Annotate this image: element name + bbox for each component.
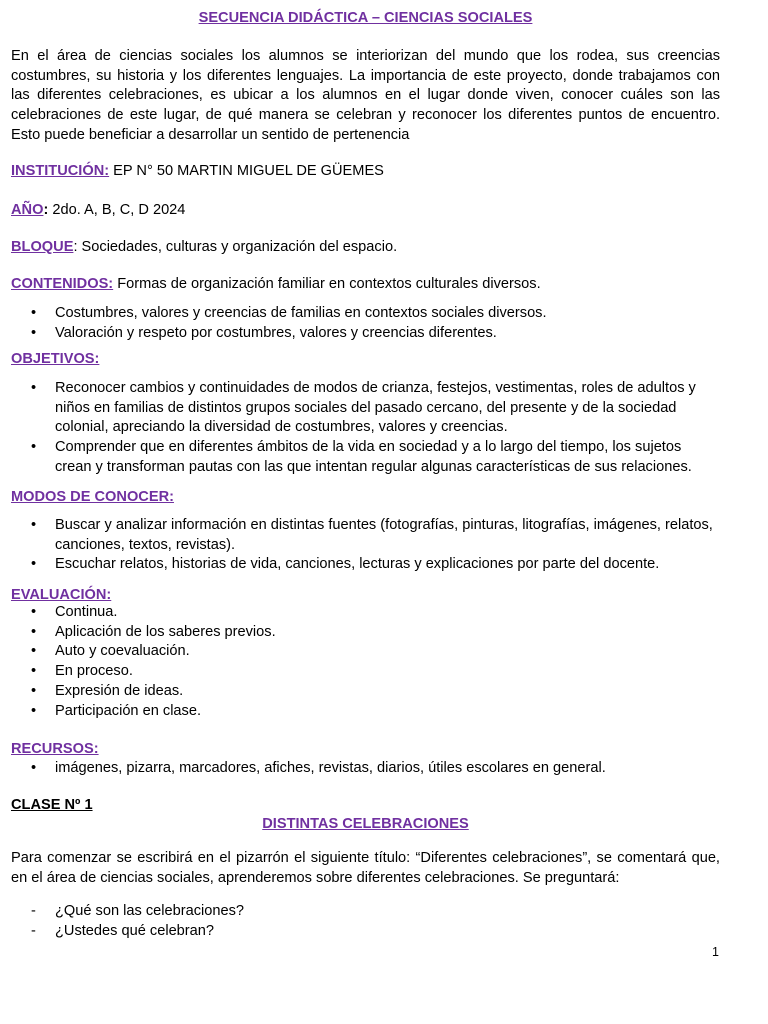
list-item: • Valoración y respeto por costumbres, valores y creencias diferentes. [11, 324, 720, 344]
bullet-icon: • [31, 682, 37, 699]
evaluacion-list [11, 603, 720, 721]
dash-icon: - [31, 903, 36, 919]
list-item: • Expresión de ideas. [11, 682, 720, 702]
bullet-icon: • [31, 623, 37, 640]
anio-value: 2do. A, B, C, D 2024 [48, 202, 186, 218]
bullet-icon: • [31, 324, 37, 341]
list-item: - ¿Ustedes qué celebran? [11, 922, 720, 942]
clase-heading: CLASE Nº 1 [11, 797, 93, 813]
bullet-icon: • [31, 305, 37, 321]
list-item: • Costumbres, valores y creencias de familias en contextos sociales diversos. [11, 304, 720, 324]
anio-colon: : [43, 202, 49, 218]
recursos-list [11, 759, 720, 779]
modos-label: MODOS DE CONOCER: [11, 489, 174, 505]
institucion-line [11, 162, 384, 181]
bullet-icon: • [31, 439, 37, 456]
dash-icon: - [31, 922, 36, 939]
institucion-value: EP N° 50 MARTIN MIGUEL DE GÜEMES [109, 163, 384, 179]
bullet-icon: • [31, 517, 37, 533]
intro-paragraph: En el área de ciencias sociales los alumnos se interiorizan del mundo que los rodea, sus creencias costumbres, su historia y los diferentes lenguajes. La importancia de este proyecto, donde trabajamos con las diferentes celebraciones, es ubicar a los alumnos en el lugar donde viven, conocer cuáles son las celebraciones de este lugar, de qué manera se celebran y reconocer los diferentes puntos de encuentro. Esto puede beneficiar a desarrollar un sentido de pertenencia [11, 48, 720, 143]
list-item: • Escuchar relatos, historias de vida, canciones, lecturas y explicaciones por parte del docente. [11, 555, 720, 575]
list-item: • imágenes, pizarra, marcadores, afiches, revistas, diarios, útiles escolares en general. [11, 759, 720, 779]
clase-paragraph: Para comenzar se escribirá en el pizarrón el siguiente título: “Diferentes celebraciones”, se comentará que, en el área de ciencias sociales, aprenderemos sobre diferentes celebraciones. Se preguntará: [11, 850, 720, 886]
section-subtitle: DISTINTAS CELEBRACIONES [262, 816, 469, 832]
list-item: • Participación en clase. [11, 702, 720, 722]
list-item: • Auto y coevaluación. [11, 642, 720, 662]
contenidos-label: CONTENIDOS: [11, 276, 114, 292]
bloque-label: BLOQUE [11, 239, 74, 255]
bullet-icon: • [31, 556, 37, 573]
anio-line [11, 201, 185, 220]
contenidos-list [11, 304, 720, 343]
bullet-icon: • [31, 702, 37, 719]
list-item: • Continua. [11, 603, 720, 623]
evaluacion-label: EVALUACIÓN: [11, 587, 112, 603]
institucion-label: INSTITUCIÓN: [11, 163, 110, 179]
objetivos-list [11, 379, 720, 478]
bloque-value: : Sociedades, culturas y organización del espacio. [73, 239, 398, 255]
bullet-icon: • [31, 663, 37, 680]
questions-list [11, 902, 720, 941]
list-item: • Aplicación de los saberes previos. [11, 623, 720, 643]
list-item: • En proceso. [11, 662, 720, 682]
bullet-icon: • [31, 604, 37, 620]
modos-list [11, 516, 720, 575]
objetivos-label: OBJETIVOS: [11, 351, 100, 367]
recursos-label: RECURSOS: [11, 741, 99, 757]
anio-label: AÑO [11, 202, 44, 218]
list-item: - ¿Qué son las celebraciones? [11, 902, 720, 922]
list-item: • Buscar y analizar información en distintas fuentes (fotografías, pinturas, litografías, imágenes, relatos, canciones, textos, revistas). [31, 517, 713, 553]
bullet-icon: • [31, 380, 37, 396]
list-item: • Comprender que en diferentes ámbitos de la vida en sociedad y a lo largo del tiempo, los sujetos crean y transforman pautas con las que intentan regular algunas características de sus relaciones. [31, 439, 692, 475]
contenidos-value: Formas de organización familiar en contextos culturales diversos. [113, 276, 541, 292]
contenidos-line [11, 275, 541, 294]
bullet-icon: • [31, 643, 37, 660]
list-item: • Reconocer cambios y continuidades de modos de crianza, festejos, vestimentas, roles de adultos y niños en familias de distintos grupos sociales del pasado cercano, del presente y de la sociedad colonial, apreciando la diversidad de costumbres, valores y creencias. [31, 380, 696, 436]
bullet-icon: • [31, 760, 37, 776]
document-title: SECUENCIA DIDÁCTICA – CIENCIAS SOCIALES [198, 10, 533, 26]
page-number: 1 [712, 945, 719, 959]
bloque-line [11, 238, 397, 257]
